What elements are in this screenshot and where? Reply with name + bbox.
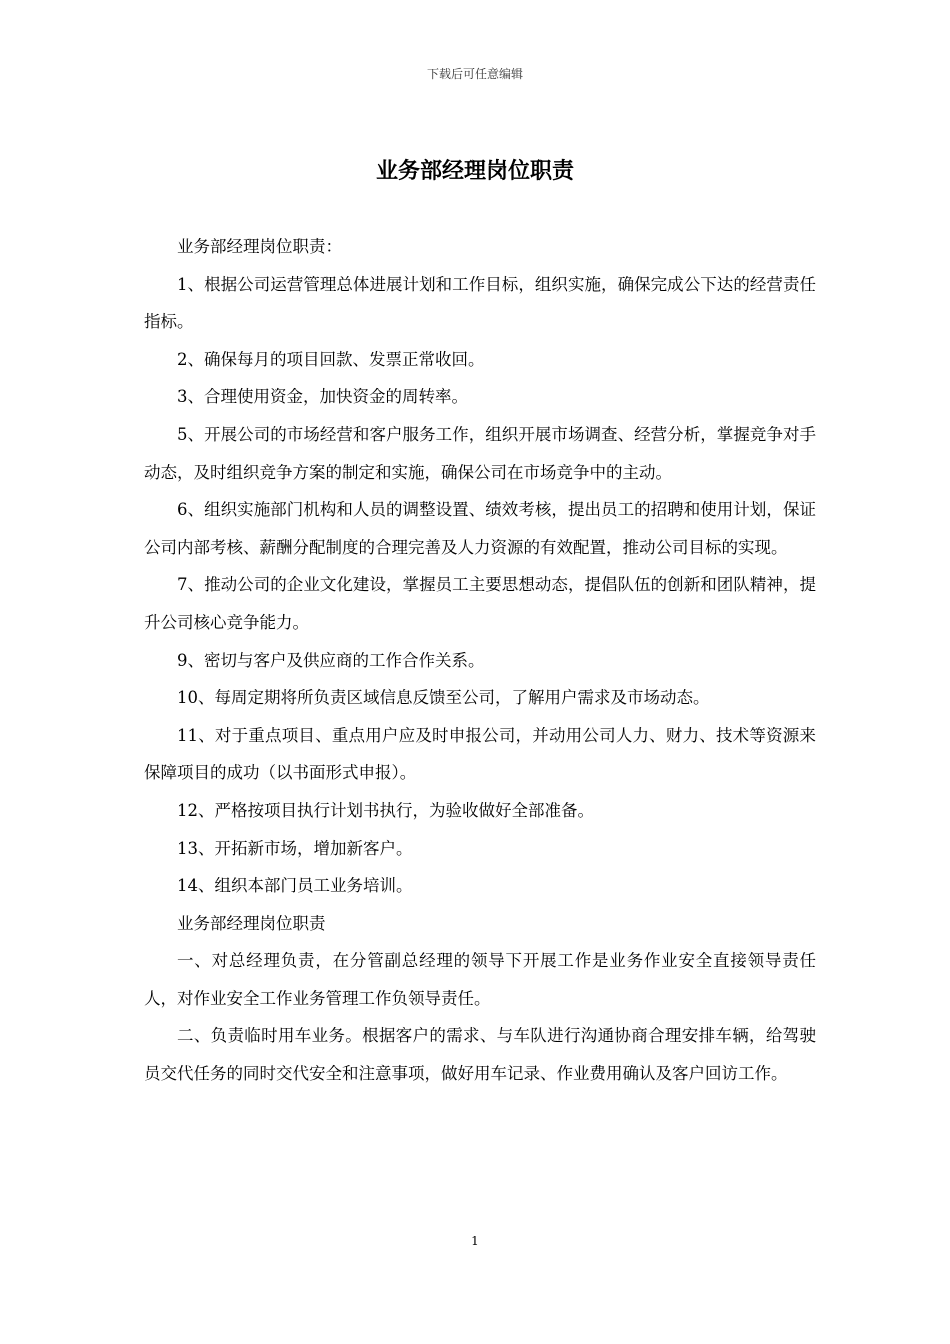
- paragraph-duty-5: 5、开展公司的市场经营和客户服务工作，组织开展市场调查、经营分析，掌握竞争对手动态，及时组织竞争方案的制定和实施，确保公司在市场竞争中的主动。: [144, 424, 816, 482]
- page-title: 业务部经理岗位职责: [375, 158, 574, 184]
- paragraph-duty-7: 7、推动公司的企业文化建设，掌握员工主要思想动态，提倡队伍的创新和团队精神，提升公司核心竞争能力。: [144, 575, 816, 632]
- paragraph-duty-2: 2、确保每月的项目回款、发票正常收回。: [177, 349, 485, 369]
- paragraph-intro: 业务部经理岗位职责：: [177, 237, 342, 256]
- paragraph-duty-12: 12、严格按项目执行计划书执行，为验收做好全部准备。: [177, 800, 594, 820]
- page-number: 1: [471, 1234, 479, 1248]
- paragraph-duty-10: 10、每周定期将所负责区域信息反馈至公司，了解用户需求及市场动态。: [177, 688, 710, 708]
- header-note: 下载后可任意编辑: [426, 67, 523, 81]
- document-body: [144, 228, 816, 1093]
- paragraph-duty-13: 13、开拓新市场，增加新客户。: [177, 838, 413, 858]
- paragraph-section-1: 一、对总经理负责，在分管副总经理的领导下开展工作是业务作业安全直接领导责任人，对作业安全工作业务管理工作负领导责任。: [144, 951, 816, 1008]
- paragraph-duty-11: 11、对于重点项目、重点用户应及时申报公司，并动用公司人力、财力、技术等资源来保障项目的成功（以书面形式申报）。: [144, 725, 816, 783]
- paragraph-duty-6: 6、组织实施部门机构和人员的调整设置、绩效考核，提出员工的招聘和使用计划，保证公司内部考核、薪酬分配制度的合理完善及人力资源的有效配置，推动公司目标的实现。: [144, 500, 816, 557]
- paragraph-duty-9: 9、密切与客户及供应商的工作合作关系。: [177, 650, 485, 670]
- paragraph-duty-1: 1、根据公司运营管理总体进展计划和工作目标，组织实施，确保完成公下达的经营责任指标。: [144, 274, 816, 332]
- paragraph-duty-3: 3、合理使用资金，加快资金的周转率。: [177, 387, 468, 407]
- paragraph-section-2: 二、负责临时用车业务。根据客户的需求、与车队进行沟通协商合理安排车辆，给驾驶员交代任务的同时交代安全和注意事项，做好用车记录、作业费用确认及客户回访工作。: [144, 1026, 816, 1084]
- section-heading: 业务部经理岗位职责: [177, 913, 326, 933]
- paragraph-duty-14: 14、组织本部门员工业务培训。: [177, 876, 413, 896]
